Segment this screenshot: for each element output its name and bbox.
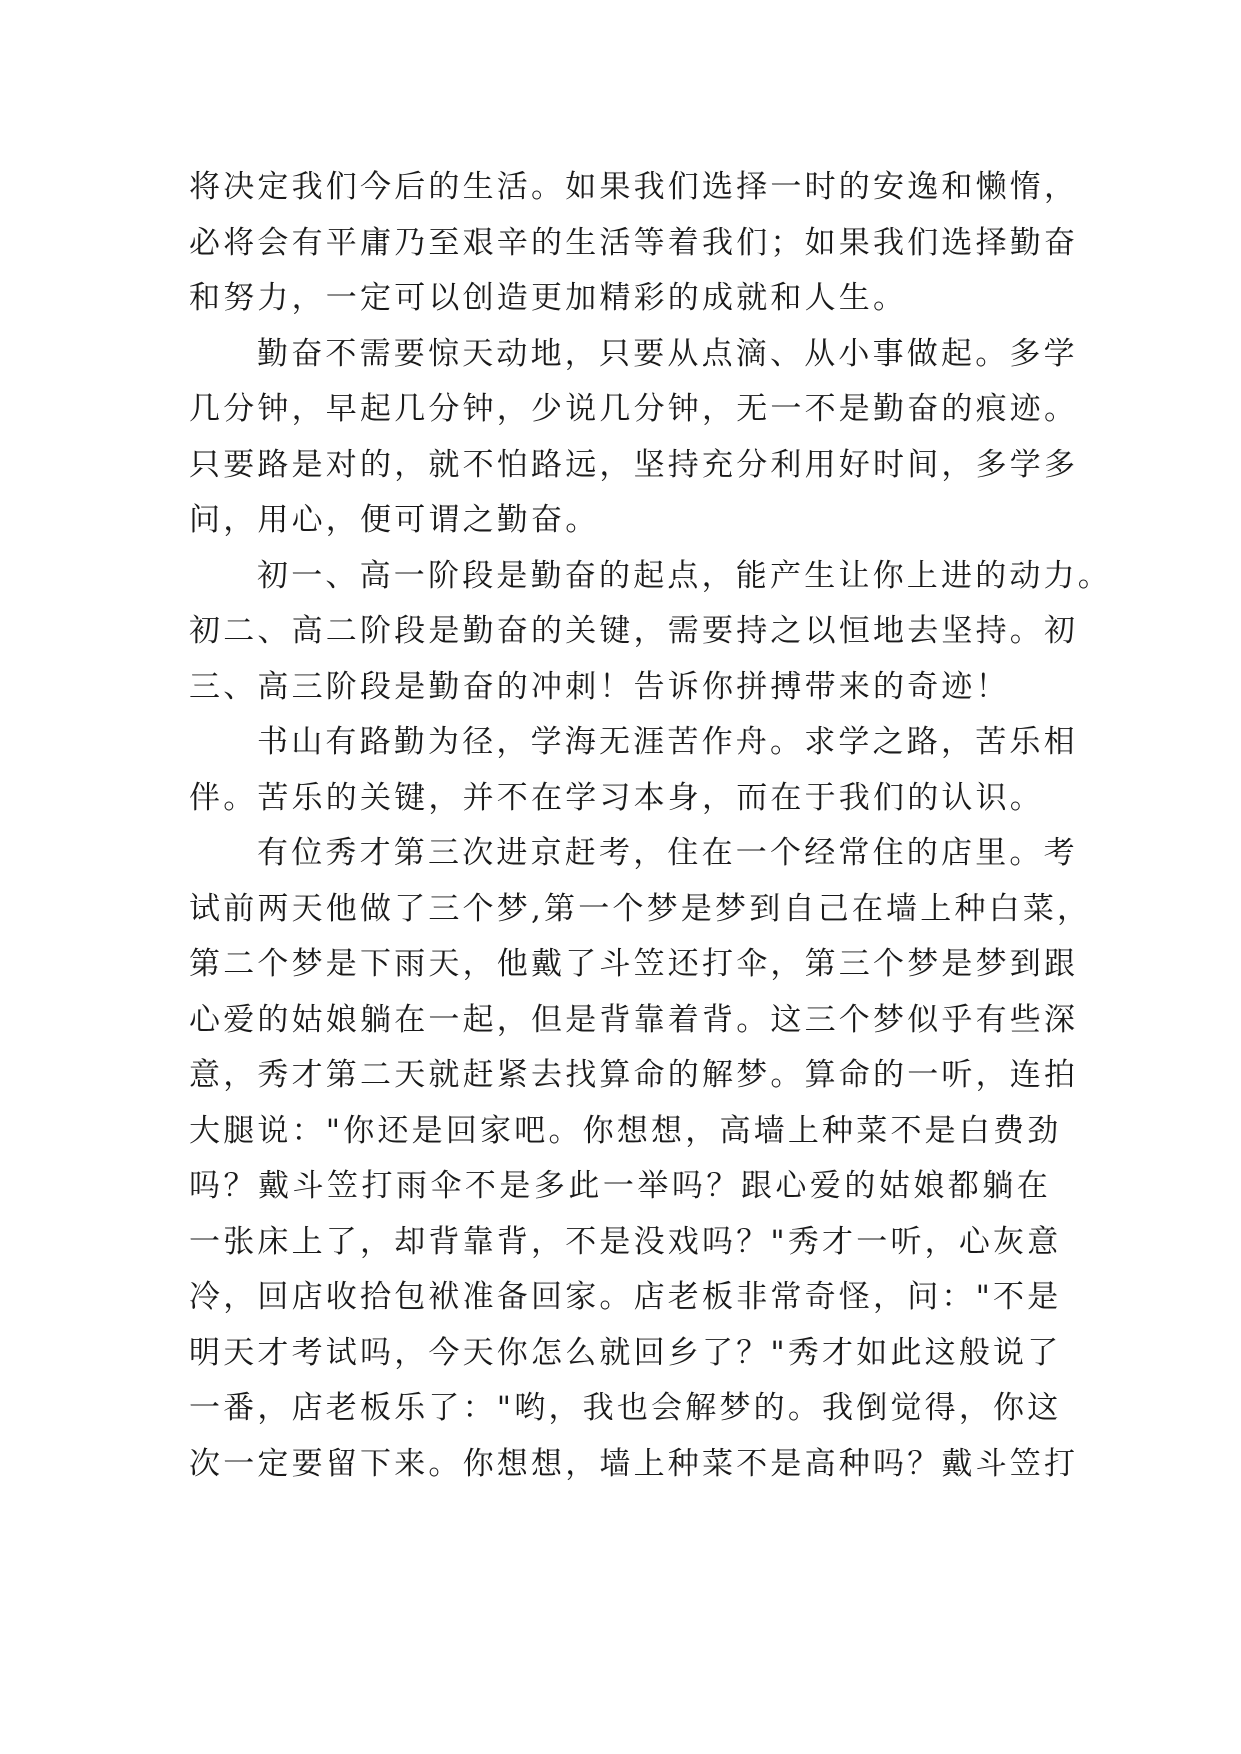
text-line-20: 一张床上了，却背靠背，不是没戏吗？"秀才一听，心灰意	[189, 1223, 1062, 1260]
text-line-17: 意，秀才第二天就赶紧去找算命的解梦。算命的一听，连拍	[189, 1057, 1079, 1093]
text-line-8: 初一、高一阶段是勤奋的起点，能产生让你上进的动力。	[257, 557, 1112, 594]
text-line-15: 第二个梦是下雨天，他戴了斗笠还打伞，第三个梦是梦到跟	[189, 946, 1079, 982]
text-line-7: 问，用心，便可谓之勤奋。	[189, 502, 600, 538]
text-line-9: 初二、高二阶段是勤奋的关键，需要持之以恒地去坚持。初	[189, 613, 1079, 649]
text-line-10: 三、高三阶段是勤奋的冲刺！告诉你拼搏带来的奇迹！	[189, 668, 1010, 705]
text-line-16: 心爱的姑娘躺在一起，但是背靠着背。这三个梦似乎有些深	[189, 1001, 1079, 1038]
text-line-18: 大腿说："你还是回家吧。你想想，高墙上种菜不是白费劲	[189, 1112, 1062, 1149]
text-line-2: 必将会有平庸乃至艰辛的生活等着我们；如果我们选择勤奋	[189, 224, 1079, 261]
text-line-13: 有位秀才第三次进京赶考，住在一个经常住的店里。考	[257, 835, 1078, 871]
text-line-24: 次一定要留下来。你想想，墙上种菜不是高种吗？戴斗笠打	[189, 1445, 1079, 1482]
text-line-12: 伴。苦乐的关键，并不在学习本身，而在于我们的认识。	[189, 779, 1044, 816]
text-line-3: 和努力，一定可以创造更加精彩的成就和人生。	[189, 280, 908, 316]
text-line-6: 只要路是对的，就不怕路远，坚持充分利用好时间，多学多	[189, 446, 1079, 483]
text-line-21: 冷，回店收拾包袱准备回家。店老板非常奇怪，问："不是	[189, 1279, 1062, 1315]
text-line-1: 将决定我们今后的生活。如果我们选择一时的安逸和懒惰，	[189, 169, 1079, 205]
text-line-11: 书山有路勤为径，学海无涯苦作舟。求学之路，苦乐相	[257, 724, 1078, 760]
body-text	[189, 160, 1112, 1492]
text-line-4: 勤奋不需要惊天动地，只要从点滴、从小事做起。多学	[257, 335, 1078, 372]
text-line-23: 一番，店老板乐了："哟，我也会解梦的。我倒觉得，你这	[189, 1390, 1062, 1426]
text-line-5: 几分钟，早起几分钟，少说几分钟，无一不是勤奋的痕迹。	[189, 391, 1079, 427]
text-line-14: 试前两天他做了三个梦,第一个梦是梦到自己在墙上种白菜，	[189, 890, 1092, 927]
text-line-22: 明天才考试吗，今天你怎么就回乡了？"秀才如此这般说了	[189, 1334, 1062, 1371]
text-line-19: 吗？戴斗笠打雨伞不是多此一举吗？跟心爱的姑娘都躺在	[189, 1168, 1051, 1204]
